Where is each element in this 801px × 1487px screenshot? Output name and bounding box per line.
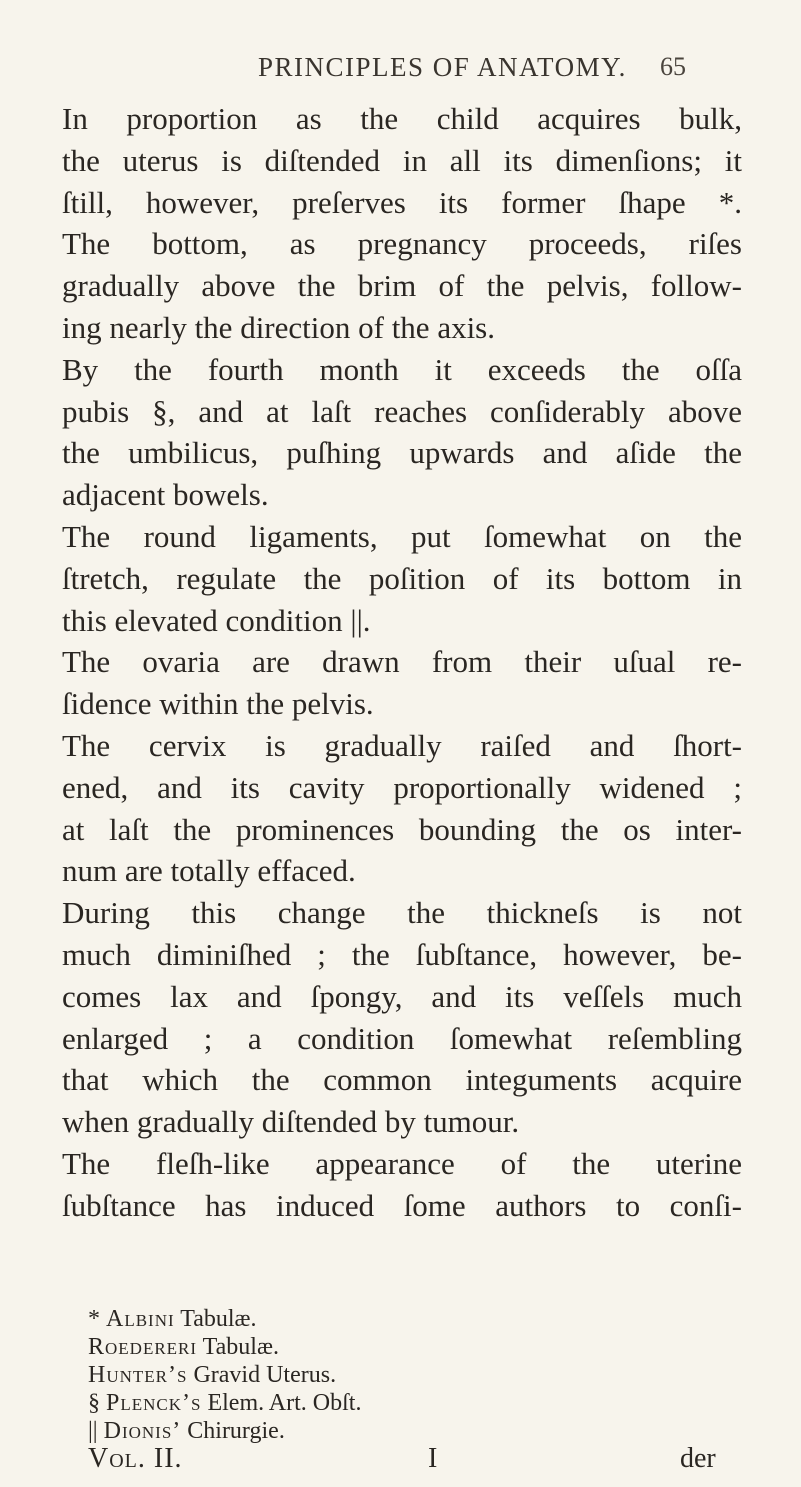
text-line: By the fourth month it exceeds the oſſa xyxy=(62,351,742,387)
text-line: ſidence within the pelvis. xyxy=(62,686,374,722)
footnote-mark: § xyxy=(88,1390,100,1416)
footnote xyxy=(88,1361,648,1389)
text-line: num are totally effaced. xyxy=(62,853,356,889)
text-line: much diminiſhed ; the ſubſtance, however, be- xyxy=(62,936,742,972)
footnote-work: Gravid Uterus. xyxy=(193,1362,337,1388)
text-line: The round ligaments, put ſomewhat on the xyxy=(62,518,742,554)
text-line: at laſt the prominences bounding the os inter- xyxy=(62,811,742,847)
footnote-work: Tabulæ. xyxy=(180,1306,257,1332)
footnote xyxy=(88,1305,648,1333)
text-line: pubis §, and at laſt reaches conſiderably above xyxy=(62,393,742,429)
footnote-author: Dionis’ xyxy=(103,1418,182,1444)
text-line: The fleſh-like appearance of the uterine xyxy=(62,1145,742,1181)
footnote-author: Hunter’s xyxy=(88,1362,188,1388)
text-line: the umbilicus, puſhing upwards and aſide the xyxy=(62,435,742,471)
text-line: The cervix is gradually raiſed and ſhort- xyxy=(62,727,742,763)
text-line: adjacent bowels. xyxy=(62,477,269,513)
footnote-mark: || xyxy=(88,1418,98,1444)
footnote xyxy=(88,1333,648,1361)
text-line: During this change the thickneſs is not xyxy=(62,895,742,931)
text-line: The bottom, as pregnancy proceeds, riſes xyxy=(62,226,742,262)
text-line: the uterus is diſtended in all its dimenſions; it xyxy=(62,142,742,178)
footnote-work: Elem. Art. Obſt. xyxy=(207,1390,362,1416)
volume-label: Vol. II. xyxy=(88,1443,183,1474)
footnote-work: Tabulæ. xyxy=(202,1334,279,1360)
body-text xyxy=(62,98,742,1227)
text-line: ing nearly the direction of the axis. xyxy=(62,309,496,345)
text-line: comes lax and ſpongy, and its veſſels much xyxy=(62,978,742,1014)
footnote-author: Roedereri xyxy=(88,1334,198,1360)
footnotes xyxy=(88,1305,648,1445)
text-line: gradually above the brim of the pelvis, follow- xyxy=(62,268,742,304)
text-line: In proportion as the child acquires bulk, xyxy=(62,101,742,136)
signature-mark: I xyxy=(428,1443,438,1474)
text-line: ſtretch, regulate the poſition of its bottom in xyxy=(62,560,742,596)
footnote xyxy=(88,1417,648,1445)
text-line: ſubſtance has induced ſome authors to conſi- xyxy=(62,1187,742,1223)
text-line: enlarged ; a condition ſomewhat reſembling xyxy=(62,1020,742,1056)
footnote xyxy=(88,1389,648,1417)
text-line: ſtill, however, preſerves its former ſhape *. xyxy=(62,184,742,220)
text-line: ened, and its cavity proportionally widened ; xyxy=(62,769,742,805)
catchword: der xyxy=(680,1443,716,1474)
footnote-author: Plenck’s xyxy=(106,1390,202,1416)
page-number: 65 xyxy=(660,52,686,81)
footnote-mark: * xyxy=(88,1306,100,1332)
footnote-work: Chirurgie. xyxy=(187,1418,285,1444)
signature-line xyxy=(88,1443,728,1477)
text-line: when gradually diſtended by tumour. xyxy=(62,1104,520,1140)
text-line: this elevated condition ||. xyxy=(62,602,371,638)
footnote-author: Albini xyxy=(106,1306,175,1332)
running-head xyxy=(0,52,801,92)
running-title: PRINCIPLES OF ANATOMY. xyxy=(258,52,627,82)
text-line: The ovaria are drawn from their uſual re- xyxy=(62,644,742,680)
text-line: that which the common integuments acquire xyxy=(62,1062,742,1098)
